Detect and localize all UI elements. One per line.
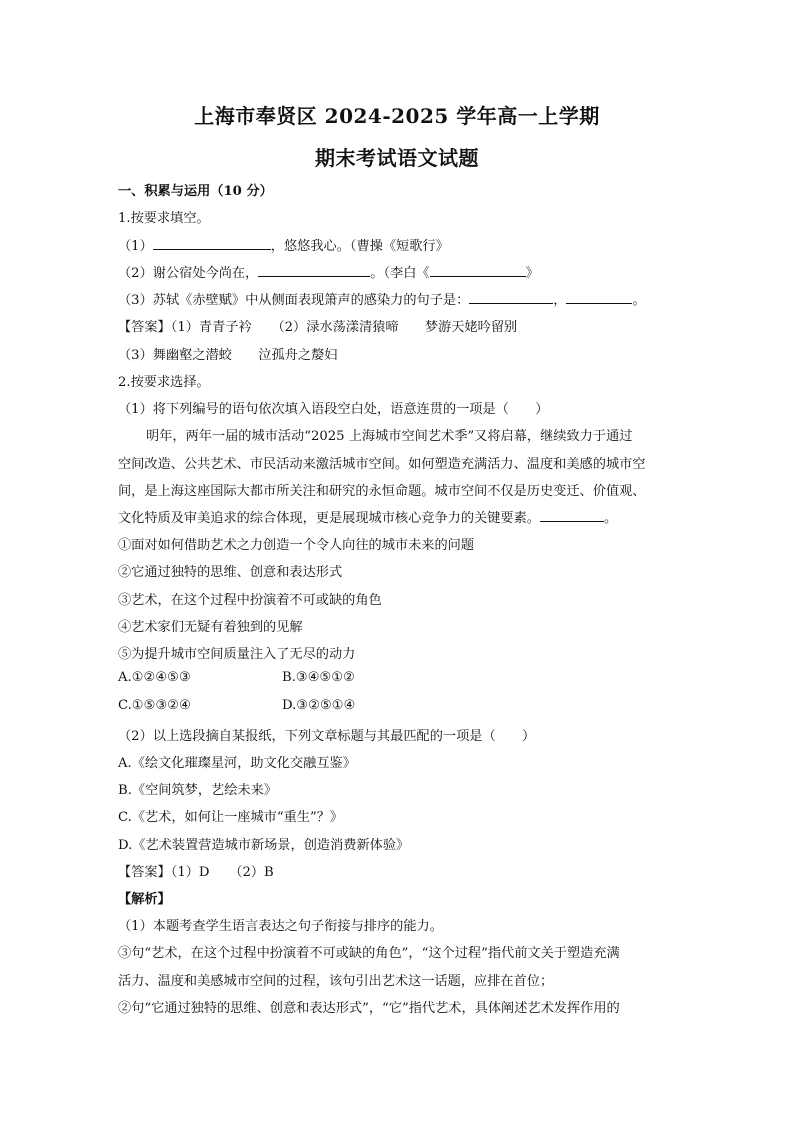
passage-text: 文化特质及审美追求的综合体现，更是展现城市核心竞争力的关键要素。 xyxy=(118,511,540,526)
passage-period: 。 xyxy=(604,511,618,526)
analysis-line: （1）本题考查学生语言表达之句子衔接与排序的能力。 xyxy=(118,919,443,934)
answer-blank[interactable] xyxy=(469,291,553,304)
q1-answer-cont: （3）舞幽壑之潜蛟 泣孤舟之嫠妇 xyxy=(118,348,338,363)
q2-sub1: （1）将下列编号的语句依次填入语段空白处，语意连贯的一项是（ ） xyxy=(118,402,549,417)
choice-b[interactable]: B.③④⑤①② xyxy=(282,670,355,685)
sentence-option-2: ②它通过独特的思维、创意和表达形式 xyxy=(118,565,343,580)
passage-line xyxy=(118,507,617,526)
sentence-option-5: ⑤为提升城市空间质量注入了无尽的动力 xyxy=(118,647,356,662)
analysis-label: 【解析】 xyxy=(118,892,171,907)
q1-item2 xyxy=(118,262,539,281)
choice-a[interactable]: A.①②④⑤③ xyxy=(118,670,191,685)
answer-blank[interactable] xyxy=(430,264,526,277)
answer-blank[interactable] xyxy=(540,509,604,522)
choice-d[interactable]: D.③②⑤①④ xyxy=(282,698,356,713)
section-heading: 一、积累与运用（10 分） xyxy=(118,184,273,199)
sentence-option-1: ①面对如何借助艺术之力创造一个令人向往的城市未来的问题 xyxy=(118,538,475,553)
q1-answer: 【答案】（1）青青子衿 （2）渌水荡漾清猿啼 梦游天姥吟留别 xyxy=(118,320,518,335)
passage-line: 明年，两年一届的城市活动“2025 上海城市空间艺术季”又将启幕，继续致力于通过 xyxy=(146,429,633,444)
q2-answer: 【答案】（1）D （2）B xyxy=(118,865,274,880)
page-title-line2: 期末考试语文试题 xyxy=(315,146,479,170)
q2-stem: 2.按要求选择。 xyxy=(118,375,210,390)
q1-item2-text3: 》 xyxy=(525,266,539,281)
q2-sub2: （2）以上选段摘自某报纸，下列文章标题与其最匹配的一项是（ ） xyxy=(118,729,536,744)
q1-item3-comma: ， xyxy=(553,293,567,308)
analysis-line: ②句“它通过独特的思维、创意和表达形式”，“它”指代艺术，具体阐述艺术发挥作用的 xyxy=(118,1001,620,1016)
q1-item3 xyxy=(118,289,646,308)
title-choice-a[interactable]: A.《绘文化璀璨星河，助文化交融互鉴》 xyxy=(118,756,356,771)
choice-c[interactable]: C.①⑤③②④ xyxy=(118,698,191,713)
answer-blank[interactable] xyxy=(566,291,632,304)
answer-blank[interactable] xyxy=(258,264,370,277)
q1-item1-text: ，悠悠我心。（曹操《短歌行》 xyxy=(270,239,449,254)
page-title-line1: 上海市奉贤区 2024-2025 学年高一上学期 xyxy=(194,104,600,128)
title-choice-d[interactable]: D.《艺术装置营造城市新场景，创造消费新体验》 xyxy=(118,838,410,853)
q1-item2-text2: 。（李白《 xyxy=(370,266,430,281)
sentence-option-4: ④艺术家们无疑有着独到的见解 xyxy=(118,620,303,635)
passage-line: 间，是上海这座国际大都市所关注和研究的永恒命题。城市空间不仅是历史变迁、价值观、 xyxy=(118,484,646,499)
passage-line: 空间改造、公共艺术、市民活动来激活城市空间。如何塑造充满活力、温度和美感的城市空 xyxy=(118,457,646,472)
q1-item1 xyxy=(118,235,449,254)
q1-stem: 1.按要求填空。 xyxy=(118,211,210,226)
analysis-line: 活力、温度和美感城市空间的过程，该句引出艺术这一话题，应排在首位； xyxy=(118,974,554,989)
q1-item3-period: 。 xyxy=(632,293,646,308)
sentence-option-3: ③艺术，在这个过程中扮演着不可或缺的角色 xyxy=(118,593,382,608)
title-choice-c[interactable]: C.《艺术，如何让一座城市“重生”？》 xyxy=(118,810,344,825)
q1-item2-text: （2）谢公宿处今尚在， xyxy=(118,266,259,281)
title-choice-b[interactable]: B.《空间筑梦，艺绘未来》 xyxy=(118,783,277,798)
q1-item3-text: （3）苏轼《赤壁赋》中从侧面表现箫声的感染力的句子是： xyxy=(118,293,470,308)
analysis-line: ③句“艺术，在这个过程中扮演着不可或缺的角色”，“这个过程”指代前文关于塑造充满 xyxy=(118,946,620,961)
q1-item1-label: （1） xyxy=(118,239,153,254)
answer-blank[interactable] xyxy=(153,237,271,250)
